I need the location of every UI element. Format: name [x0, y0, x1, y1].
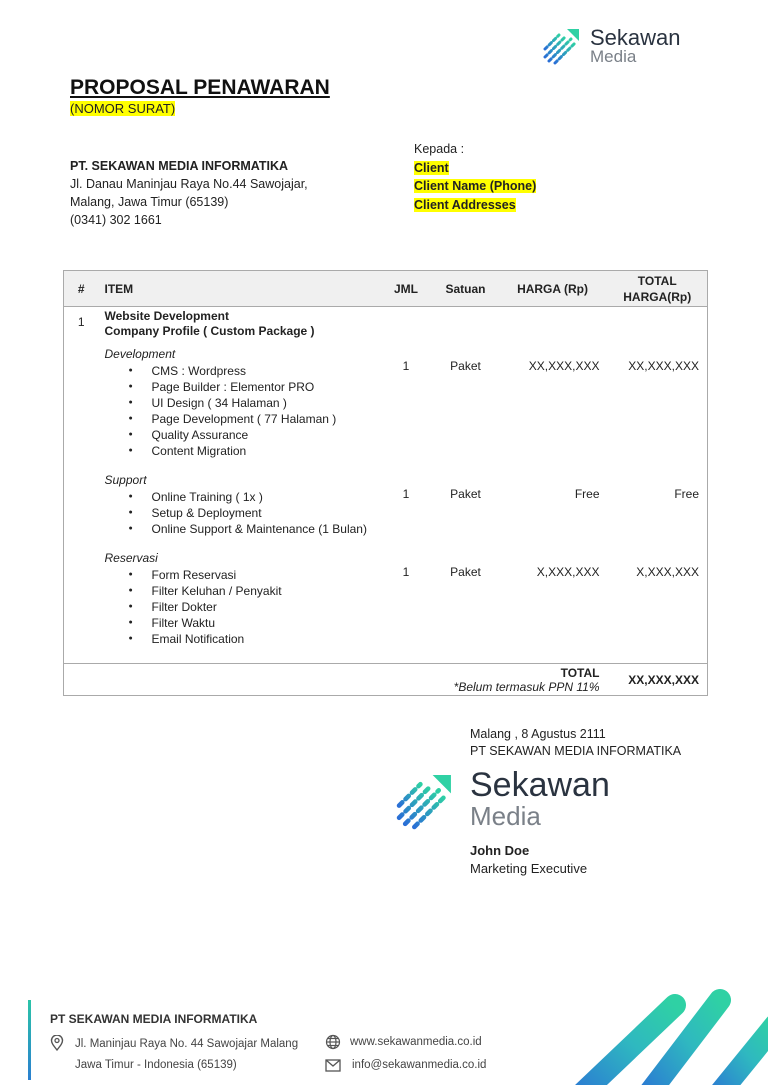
- table-row: [64, 307, 708, 340]
- quotation-table: [63, 270, 708, 696]
- footer-email[interactable]: info@sekawanmedia.co.id: [352, 1059, 487, 1071]
- letter-number: (NOMOR SURAT): [70, 101, 176, 116]
- table-header: [64, 271, 708, 307]
- recipient-client: Client: [414, 160, 449, 175]
- section-name: Support: [104, 473, 147, 487]
- total-value: X,XXX,XXX: [636, 565, 699, 579]
- recipient-address: Client Addresses: [414, 197, 516, 212]
- signature-company: PT SEKAWAN MEDIA INFORMATIKA: [470, 744, 682, 758]
- logo-subtext: Media: [470, 801, 541, 831]
- total-value: Free: [674, 487, 699, 501]
- item-bullet: ● Online Training ( 1x ): [105, 489, 373, 505]
- item-title: Website Development Company Profile ( Custom Package ): [104, 309, 315, 338]
- section-name: Development: [104, 347, 176, 361]
- item-list: [105, 567, 373, 647]
- footer-stripes-decoration: [560, 985, 768, 1085]
- sender-address-2: Malang, Jawa Timur (65139): [70, 195, 229, 209]
- item-bullet: ● Form Reservasi: [105, 567, 373, 583]
- item-bullet: ● Page Development ( 77 Halaman ): [105, 411, 373, 427]
- page-title: PROPOSAL PENAWARAN: [70, 76, 330, 99]
- logo-mark-icon: [396, 772, 454, 830]
- signer-role: Marketing Executive: [470, 861, 588, 876]
- recipient-name: Client Name (Phone): [414, 179, 537, 193]
- satuan-value: Paket: [450, 487, 481, 501]
- col-harga: HARGA (Rp): [517, 281, 588, 296]
- col-satuan: Satuan: [445, 281, 486, 296]
- item-bullet: ● Page Builder : Elementor PRO: [105, 379, 373, 395]
- item-bullet: ● Filter Waktu: [105, 615, 373, 631]
- item-list: [105, 363, 373, 459]
- harga-value: XX,XXX,XXX: [528, 359, 600, 373]
- satuan-value: Paket: [450, 565, 481, 579]
- col-item: ITEM: [104, 281, 134, 296]
- grand-total: XX,XXX,XXX: [628, 672, 699, 687]
- logo-mark-icon: [543, 27, 581, 65]
- sender-company: PT. SEKAWAN MEDIA INFORMATIKA: [70, 159, 289, 173]
- footer-website[interactable]: www.sekawanmedia.co.id: [350, 1036, 482, 1048]
- jml-value: 1: [402, 359, 410, 373]
- item-bullet: ● Email Notification: [105, 631, 373, 647]
- logo-text: Sekawan: [590, 25, 681, 50]
- sender-block: [70, 157, 308, 229]
- col-jml: JML: [394, 281, 418, 296]
- satuan-value: Paket: [450, 359, 481, 373]
- item-bullet: ● Filter Keluhan / Penyakit: [105, 583, 373, 599]
- harga-value: Free: [574, 487, 600, 501]
- logo-subtext: Media: [590, 47, 637, 66]
- globe-icon: [325, 1034, 341, 1050]
- item-bullet: ● UI Design ( 34 Halaman ): [105, 395, 373, 411]
- mail-icon: [325, 1059, 341, 1072]
- jml-value: 1: [402, 565, 410, 579]
- total-row: [64, 664, 708, 696]
- table-section-row: [64, 543, 708, 664]
- item-list: [105, 489, 373, 537]
- item-bullet: ● CMS : Wordpress: [105, 363, 373, 379]
- jml-value: 1: [402, 487, 410, 501]
- total-value: XX,XXX,XXX: [628, 359, 699, 373]
- place-date: Malang , 8 Agustus 2111: [470, 727, 606, 741]
- ppn-note: *Belum termasuk PPN 11%: [453, 680, 600, 694]
- sender-phone: (0341) 302 1661: [70, 213, 162, 227]
- sender-address-1: Jl. Danau Maninjau Raya No.44 Sawojajar,: [70, 177, 308, 191]
- col-no: #: [77, 281, 85, 296]
- footer-address-1: Jl. Maninjau Raya No. 44 Sawojajar Malang: [75, 1038, 299, 1050]
- recipient-label: Kepada :: [414, 142, 465, 156]
- location-icon: [50, 1035, 64, 1051]
- item-bullet: ● Filter Dokter: [105, 599, 373, 615]
- table-section-row: [64, 339, 708, 465]
- item-bullet: ● Online Support & Maintenance (1 Bulan): [105, 521, 373, 537]
- signer-name: John Doe: [470, 843, 530, 858]
- item-bullet: ● Setup & Deployment: [105, 505, 373, 521]
- section-name: Reservasi: [104, 551, 158, 565]
- footer-company: PT SEKAWAN MEDIA INFORMATIKA: [50, 1012, 258, 1026]
- footer-accent: [28, 1000, 31, 1080]
- row-number: 1: [77, 315, 85, 329]
- signature-block: [470, 726, 681, 760]
- table-section-row: [64, 465, 708, 543]
- item-bullet: ● Quality Assurance: [105, 427, 373, 443]
- total-label: TOTAL: [560, 666, 600, 680]
- logo-text: Sekawan: [470, 766, 610, 804]
- item-bullet: ● Content Migration: [105, 443, 373, 459]
- recipient-block: [414, 140, 536, 214]
- footer-address-2: Jawa Timur - Indonesia (65139): [75, 1059, 237, 1071]
- harga-value: X,XXX,XXX: [536, 565, 600, 579]
- col-total: TOTAL HARGA(Rp): [623, 273, 692, 304]
